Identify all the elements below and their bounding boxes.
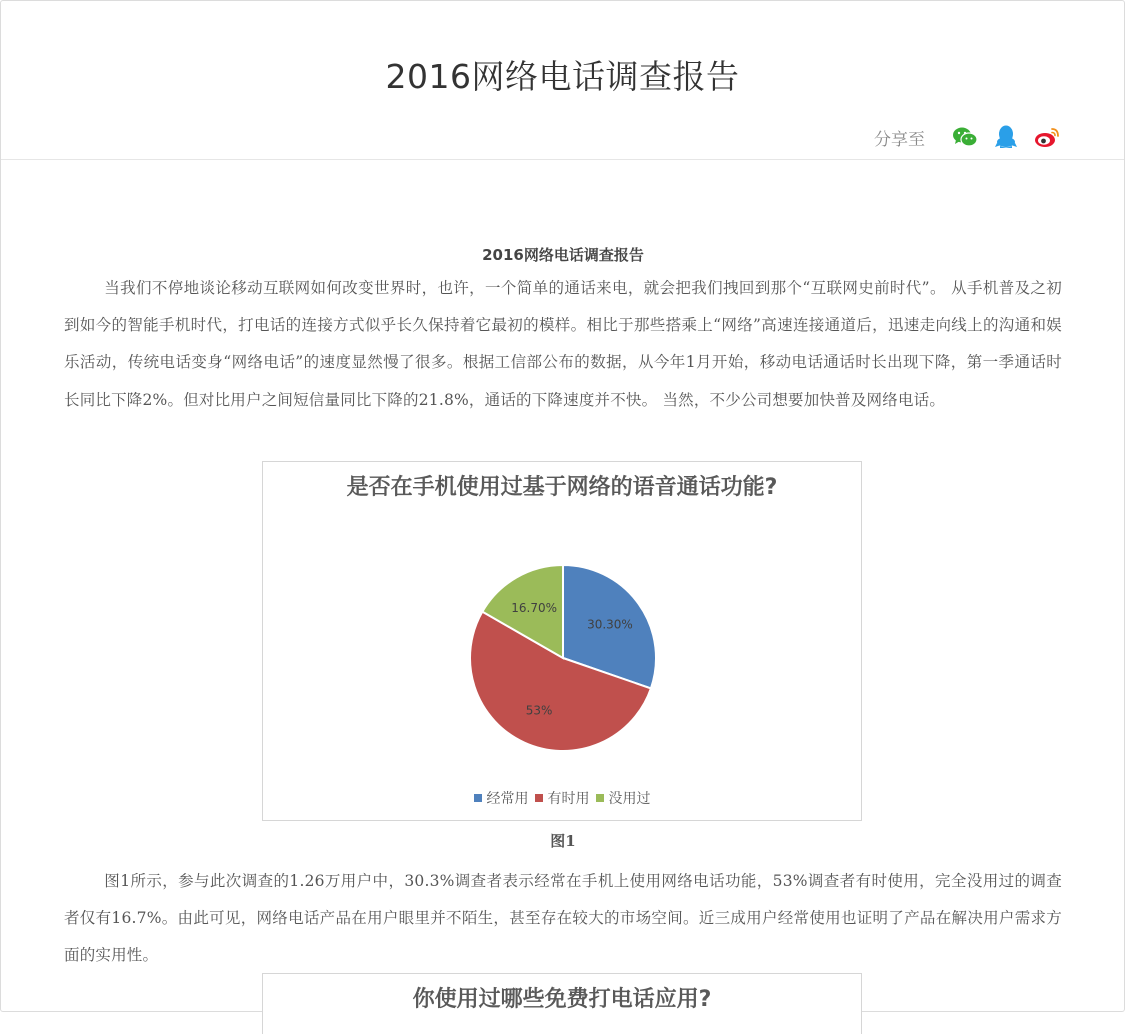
- article-header: [1, 1, 1124, 160]
- pie-chart-apps: [262, 973, 862, 1034]
- legend-swatch: [596, 794, 604, 802]
- share-label: 分享至: [874, 129, 925, 150]
- legend-label: 有时用: [547, 791, 590, 807]
- legend-item-2: [535, 788, 590, 808]
- qq-icon[interactable]: [991, 123, 1021, 151]
- pie-data-label-3: 16.70%: [511, 601, 558, 616]
- share-bar: [874, 123, 1062, 151]
- pie-data-label-1: 30.30%: [587, 617, 633, 632]
- figure-caption: 图1: [550, 832, 576, 850]
- article-body: [64, 240, 1062, 1012]
- chart-legend: [263, 788, 861, 808]
- legend-swatch: [474, 794, 482, 802]
- legend-item-1: [474, 788, 529, 808]
- pie-chart-usage: [262, 461, 862, 821]
- article-heading: 2016网络电话调查报告: [482, 246, 644, 264]
- legend-label: 没用过: [608, 791, 651, 807]
- paragraph-intro: 当我们不停地谈论移动互联网如何改变世界时，也许，一个简单的通话来电，就会把我们拽回到那个“互联网史前时代”。 从手机普及之初到如今的智能手机时代，打电话的连接方式似乎长久保持着它最初的模样。相比于那些搭乘上“网络”高速连接通道后，迅速走向线上的沟通和娱乐活动，传统电话变身“网络电话”的速度显然慢了很多。根据工信部公布的数据，从今年1月开始，移动电话通话时长出现下降，第一季通话时长同比下降2%。但对比用户之间短信量同比下降的21.8%，通话的下降速度并不快。 当然，不少公司想要加快普及网络电话。: [64, 279, 1062, 409]
- legend-item-3: [596, 788, 651, 808]
- pie-svg: [263, 462, 861, 820]
- chart-title: 是否在手机使用过基于网络的语音通话功能?: [346, 475, 778, 500]
- chart-title-2: 你使用过哪些免费打电话应用?: [412, 987, 712, 1012]
- paragraph-figure1: 图1所示，参与此次调查的1.26万用户中，30.3%调查者表示经常在手机上使用网络电话功能，53%调查者有时使用，完全没用过的调查者仅有16.7%。由此可见，网络电话产品在用户眼里并不陌生，甚至存在较大的市场空间。近三成用户经常使用也证明了产品在解决用户需求方面的实用性。: [64, 872, 1062, 965]
- wechat-icon[interactable]: [950, 123, 980, 151]
- legend-swatch: [535, 794, 543, 802]
- weibo-icon[interactable]: [1032, 123, 1062, 151]
- pie-data-label-2: 53%: [525, 703, 553, 718]
- legend-label: 经常用: [486, 791, 529, 807]
- page-title: 2016网络电话调查报告: [385, 57, 740, 96]
